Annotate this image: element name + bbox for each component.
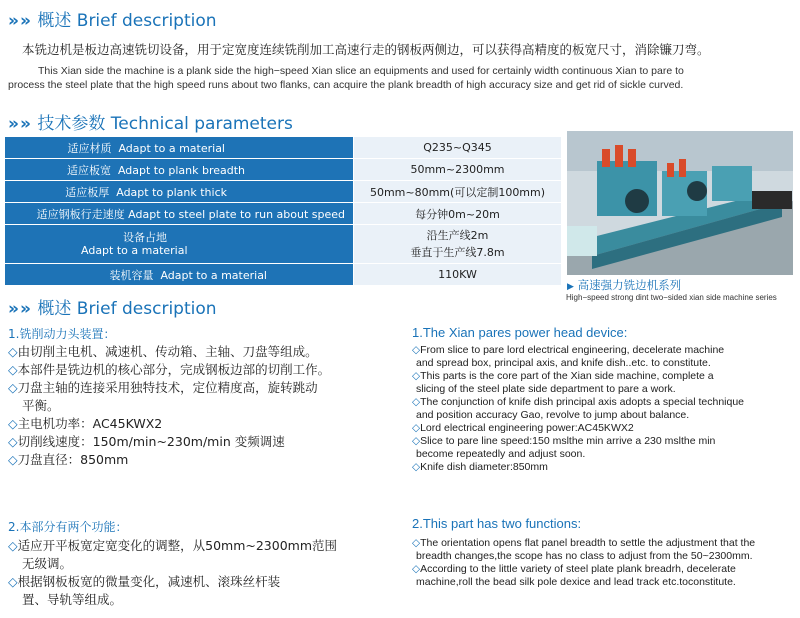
- caption-cn-text: 高速强力铣边机系列: [577, 278, 682, 292]
- list-item: [8, 537, 403, 555]
- list-item-text: 本部件是铣边机的核心部分，完成钢板边部的切削工作。: [17, 362, 331, 377]
- spec-key-en: Adapt to steel plate to run about speed: [128, 207, 345, 221]
- list-item-continuation: slicing of the steel plate side department to pare a work.: [416, 383, 676, 395]
- list-item-text: From slice to pare lord electrical engineering, decelerate machine: [420, 344, 725, 356]
- diamond-bullet-icon: ◇: [412, 422, 421, 434]
- spec-key: [5, 264, 354, 286]
- spec-key-cn: 适应板厚: [65, 185, 110, 199]
- spec-value-line2: 垂直于生产线7.8m: [410, 246, 505, 259]
- diamond-bullet-icon: ◇: [412, 396, 421, 408]
- double-chevron-icon: »: [8, 114, 16, 134]
- diamond-bullet-icon: ◇: [8, 380, 18, 395]
- spec-key: [5, 137, 354, 159]
- section-title-brief-2: [8, 294, 217, 319]
- table-row: [5, 181, 561, 203]
- spec-value: 50mm~80mm(可以定制100mm): [354, 181, 562, 203]
- spec-key: [5, 159, 354, 181]
- double-chevron-icon: »: [19, 114, 28, 134]
- diamond-bullet-icon: ◇: [8, 416, 18, 431]
- diamond-bullet-icon: ◇: [8, 538, 18, 553]
- spec-value: [354, 225, 562, 264]
- intro-cn: 本铣边机是板边高速铣切设备，用于定宽度连续铣削加工高速行走的钢板两侧边，可以获得高精度的板宽尺寸，消除镰刀弯。: [22, 42, 710, 57]
- list-item-text: 刀盘直径：850mm: [17, 452, 129, 467]
- list-item-text: This parts is the core part of the Xian side machine, complete a: [420, 370, 714, 382]
- spec-value-line1: 沿生产线2m: [426, 229, 489, 242]
- spec-key-cn: 装机容量: [109, 268, 154, 282]
- spec-key: [5, 203, 354, 225]
- diamond-bullet-icon: ◇: [412, 344, 421, 356]
- section-title-technical: [8, 109, 293, 134]
- spec-key-cn: 适应材质: [67, 141, 112, 155]
- diamond-bullet-icon: ◇: [8, 434, 18, 449]
- list-item: [412, 461, 797, 474]
- right-list-2: [412, 537, 797, 589]
- triangle-bullet-icon: ▶: [567, 282, 574, 292]
- section-title-text: 技术参数 Technical parameters: [37, 114, 293, 134]
- right-heading-2: 2.This part has two functions:: [412, 516, 582, 531]
- diamond-bullet-icon: ◇: [8, 574, 18, 589]
- list-item-text: Knife dish diameter:850mm: [420, 461, 548, 473]
- double-chevron-icon: »: [8, 11, 16, 31]
- list-item-text: The conjunction of knife dish principal axis adopts a special technique: [420, 396, 745, 408]
- section-title-text: 概述 Brief description: [37, 299, 217, 319]
- table-row: [5, 264, 561, 286]
- right-list-1: [412, 344, 797, 474]
- intro-en-line2: process the steel plate that the high speed runs about two flanks, can acquire the plank breadth of high accuracy size and get rid of sickle curved.: [8, 79, 684, 91]
- list-item-text: The orientation opens flat panel breadth to settle the adjustment that the: [420, 537, 756, 549]
- left-heading-1: 1.铣削动力头装置：: [8, 327, 116, 341]
- list-item-continuation: and position accuracy Gao, revolve to jump about balance.: [416, 409, 690, 421]
- list-item-text: According to the little variety of steel plate plank breadrh, decelerate: [420, 563, 736, 575]
- list-item: [412, 422, 797, 435]
- spec-key-en: Adapt to a material: [81, 244, 188, 257]
- spec-key-cn: 适应钢板行走速度: [36, 207, 125, 221]
- list-item: [412, 370, 797, 383]
- double-chevron-icon: »: [19, 299, 28, 319]
- double-chevron-icon: »: [8, 299, 16, 319]
- list-item: [8, 433, 403, 451]
- list-item: [8, 415, 403, 433]
- machine-illustration: [567, 131, 793, 275]
- list-item: [8, 343, 403, 361]
- diamond-bullet-icon: ◇: [8, 362, 18, 377]
- list-item-text: 刀盘主轴的连接采用独特技术，定位精度高，旋转跳动: [17, 380, 318, 395]
- list-item: [412, 396, 797, 409]
- list-item-text: Slice to pare line speed:150 mslthe min arrive a 230 mslthe min: [420, 435, 716, 447]
- diamond-bullet-icon: ◇: [8, 344, 18, 359]
- section-title-brief-1: [8, 6, 217, 31]
- diamond-bullet-icon: ◇: [412, 461, 421, 473]
- list-item-text: 由切削主电机、减速机、传动箱、主轴、刀盘等组成。: [17, 344, 318, 359]
- spec-value: 110KW: [354, 264, 562, 286]
- list-item-text: Lord electrical engineering power:AC45KWX2: [420, 422, 634, 434]
- spec-key-en: Adapt to a material: [160, 268, 267, 282]
- list-item-continuation: 无级调。: [22, 556, 73, 571]
- photo-caption-cn: [567, 277, 681, 293]
- list-item-continuation: 置、导轨等组成。: [22, 592, 123, 607]
- table-row: [5, 203, 561, 225]
- list-item: [8, 451, 403, 469]
- machine-photo: [567, 131, 793, 275]
- spec-value: Q235~Q345: [354, 137, 562, 159]
- list-item: [8, 379, 403, 397]
- list-item: [412, 344, 797, 357]
- diamond-bullet-icon: ◇: [8, 452, 18, 467]
- list-item-continuation: 平衡。: [22, 398, 60, 413]
- list-item: [8, 573, 403, 591]
- spec-key-en: Adapt to plank breadth: [117, 163, 245, 177]
- list-item: [412, 537, 797, 550]
- list-item-continuation: become repeatedly and adjust soon.: [416, 448, 586, 460]
- table-row: [5, 159, 561, 181]
- spec-key: [5, 181, 354, 203]
- left-list-1: [8, 343, 403, 469]
- spec-key-en: Adapt to a material: [118, 141, 225, 155]
- photo-caption-en: High−speed strong dint two−sided xian side machine series: [566, 293, 777, 302]
- double-chevron-icon: »: [19, 11, 28, 31]
- table-row: [5, 225, 561, 264]
- list-item-text: 切削线速度：150m/min~230m/min 变频调速: [17, 434, 285, 449]
- list-item-continuation: machine,roll the bead silk pole dexice and lead track etc.toconstitute.: [416, 576, 736, 588]
- diamond-bullet-icon: ◇: [412, 537, 421, 549]
- left-list-2: [8, 537, 403, 609]
- diamond-bullet-icon: ◇: [412, 435, 421, 447]
- section-title-text: 概述 Brief description: [37, 11, 217, 31]
- list-item: [8, 361, 403, 379]
- list-item: [412, 563, 797, 576]
- table-row: [5, 137, 561, 159]
- list-item-text: 适应开平板宽定宽变化的调整，从50mm~2300mm范围: [17, 538, 338, 553]
- diamond-bullet-icon: ◇: [412, 563, 421, 575]
- list-item-text: 主电机功率：AC45KWX2: [17, 416, 163, 431]
- spec-key-cn: 设备占地: [123, 231, 167, 244]
- list-item-text: 根据钢板板宽的微量变化，减速机、滚珠丝杆装: [17, 574, 281, 589]
- spec-value: 50mm~2300mm: [354, 159, 562, 181]
- spec-key-en: Adapt to plank thick: [116, 185, 227, 199]
- intro-en-line1: This Xian side the machine is a plank side the high−speed Xian slice an equipments and used for certainly width continuous Xian to pare to: [38, 65, 684, 77]
- spec-value: 每分钟0m~20m: [354, 203, 562, 225]
- list-item-continuation: breadth changes,the scope has no class to adjust from the 50~2300mm.: [416, 550, 753, 562]
- diamond-bullet-icon: ◇: [412, 370, 421, 382]
- spec-table: [5, 137, 561, 286]
- list-item: [412, 435, 797, 448]
- spec-key-cn: 适应板宽: [66, 163, 111, 177]
- left-heading-2: 2.本部分有两个功能：: [8, 520, 128, 534]
- list-item-continuation: and spread box, principal axis, and knife dish..etc. to constitute.: [416, 357, 711, 369]
- spec-key: [5, 225, 354, 264]
- right-heading-1: 1.The Xian pares power head device:: [412, 325, 628, 340]
